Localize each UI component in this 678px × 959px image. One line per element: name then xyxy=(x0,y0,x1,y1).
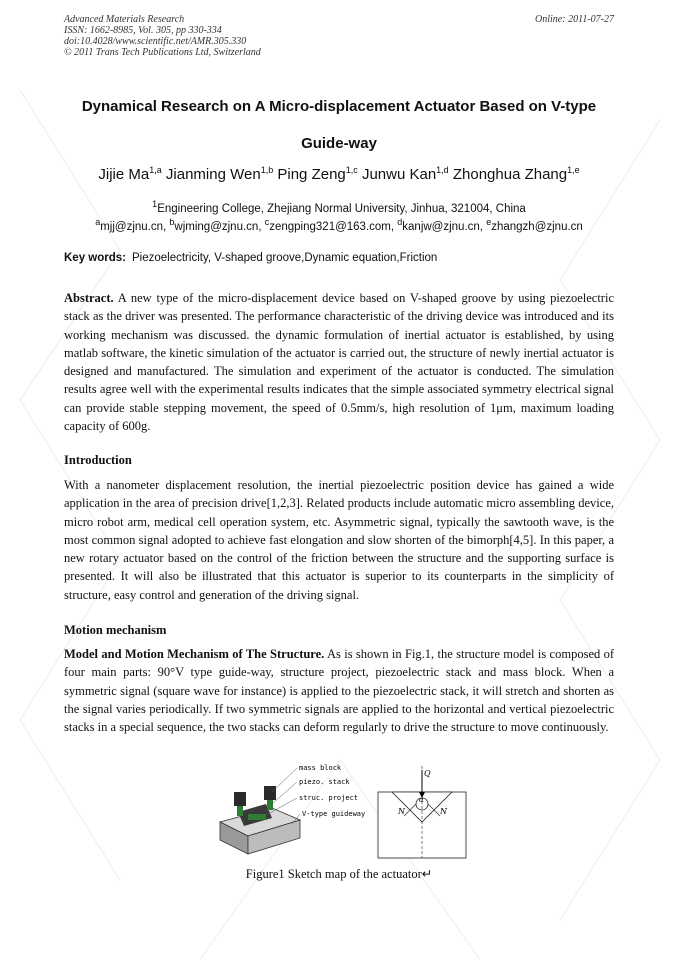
email-sup: e xyxy=(486,217,492,227)
figure-caption: Figure1 Sketch map of the actuator↵ xyxy=(245,867,433,881)
email[interactable]: kanjw@zjnu.cn, xyxy=(402,220,483,233)
symbol-n-right: N xyxy=(440,807,447,816)
affiliation-sup: 1 xyxy=(152,199,158,209)
author-sup: 1,b xyxy=(260,165,274,175)
title-line-1: Dynamical Research on A Micro-displacement Actuator Based on V-type xyxy=(81,98,597,115)
email-sup: d xyxy=(397,217,403,227)
introduction-heading: Introduction xyxy=(64,453,132,467)
email-sup: c xyxy=(264,217,270,227)
issn: ISSN: 1662-8985, Vol. 305, pp 330-334 xyxy=(64,25,222,36)
label-v-guideway: V-type guideway xyxy=(302,810,366,818)
paper-title xyxy=(40,88,638,162)
title-line-2: Guide-way xyxy=(301,135,377,152)
email[interactable]: zhangzh@zjnu.cn xyxy=(491,220,583,233)
introduction-paragraph: With a nanometer displacement resolution, the inertial piezoelectric position device has gained a wide application in the area of precision drive[1,2,3]. Related products include automatic micro assembling device, micro robot arm, medical cell operation system, etc. Asymmetric signal, typically the sawtooth wave, is the most common signal adopted to achieve fast elongation and slow shorten of the bimorph[4,5]. In this paper, a new rotary actuator based on the control of the friction between the structure and the supporting surface is presented. It will also be illustrated that this actuator is superior to its counterparts in the simplicity of structure, easy control and generation of the driving signal. xyxy=(64,478,614,602)
email[interactable]: mjj@zjnu.cn, xyxy=(100,220,167,233)
symbol-n-left: N xyxy=(398,807,405,816)
author-name: Jianming Wen xyxy=(165,166,261,183)
email[interactable]: wjming@zjnu.cn, xyxy=(174,220,262,233)
copyright: © 2011 Trans Tech Publications Ltd, Switzerland xyxy=(64,47,261,58)
doi: doi:10.4028/www.scientific.net/AMR.305.330 xyxy=(64,36,247,47)
model-label: Model and Motion Mechanism of The Structure. xyxy=(64,647,325,661)
model-paragraph xyxy=(64,645,614,736)
author-sup: 1,c xyxy=(345,165,358,175)
label-mass-block: mass block xyxy=(299,764,342,772)
author-sup: 1,e xyxy=(567,165,580,175)
author-name: Ping Zeng xyxy=(277,166,346,183)
journal-header xyxy=(64,14,614,58)
label-struc-project: struc. project xyxy=(299,794,359,802)
email[interactable]: zengping321@163.com, xyxy=(269,220,395,233)
keywords-label: Key words: xyxy=(64,252,126,264)
author-sup: 1,a xyxy=(149,165,162,175)
symbol-alpha: α xyxy=(419,796,424,804)
author-list xyxy=(20,165,658,183)
actuator-3d-drawing xyxy=(220,764,365,854)
motion-mechanism-heading: Motion mechanism xyxy=(64,623,167,637)
abstract-text: A new type of the micro-displacement device based on V-shaped groove by using piezoelectric stack as the driver was presented. The performance characteristic of the driving device was introduced and its working mechanism was discussed. the dynamic formulation of inertial actuator is established, by using matlab software, the kinetic simulation of the actuator is carried out, the structure of newly inertial actuator is designed and manufactured. The simulation and experiment of the actuator is conducted. The simulation results agree well with the experimental results indicates that the simple associated symmetry electrical signal can provide stable stepping movement, the speed of 0.5mm/s, high resolution of 1μm, maximum loading capacity of 600g. xyxy=(64,291,614,434)
email-list xyxy=(20,213,658,236)
online-date: Online: 2011-07-27 xyxy=(535,14,614,25)
figure-1-sketch xyxy=(212,762,472,872)
abstract-label: Abstract. xyxy=(64,291,114,305)
author-sup: 1,d xyxy=(436,165,449,175)
keywords xyxy=(64,252,614,264)
author-name: Junwu Kan xyxy=(361,166,437,183)
affiliation-text: Engineering College, Zhejiang Normal University, Jinhua, 321004, China xyxy=(157,202,526,215)
email-sup: b xyxy=(169,217,175,227)
journal-name: Advanced Materials Research xyxy=(64,14,185,25)
symbol-q: Q xyxy=(424,769,431,778)
author-name: Jijie Ma xyxy=(98,166,150,183)
keywords-text: Piezoelectricity, V-shaped groove,Dynamic equation,Friction xyxy=(132,252,438,264)
email-sup: a xyxy=(95,217,101,227)
abstract-paragraph xyxy=(64,289,614,435)
label-piezo-stack: piezo. stack xyxy=(299,778,350,786)
author-name: Zhonghua Zhang xyxy=(452,166,568,183)
model-text: As is shown in Fig.1, the structure model is composed of four main parts: 90°V type guide-way, structure project, piezoelectric stack and mass block. When a symmetric signal (square wave for instance) is applied to the piezoelectric stack, it will stretch and shorten as the signal varies periodically. If two symmetric signals are applied to the horizontal and vertical piezoelectric stacks in a special sequence, the two stacks can deform regularly to drive the structure to move continuously. xyxy=(64,647,615,735)
v-groove-diagram xyxy=(378,766,466,858)
